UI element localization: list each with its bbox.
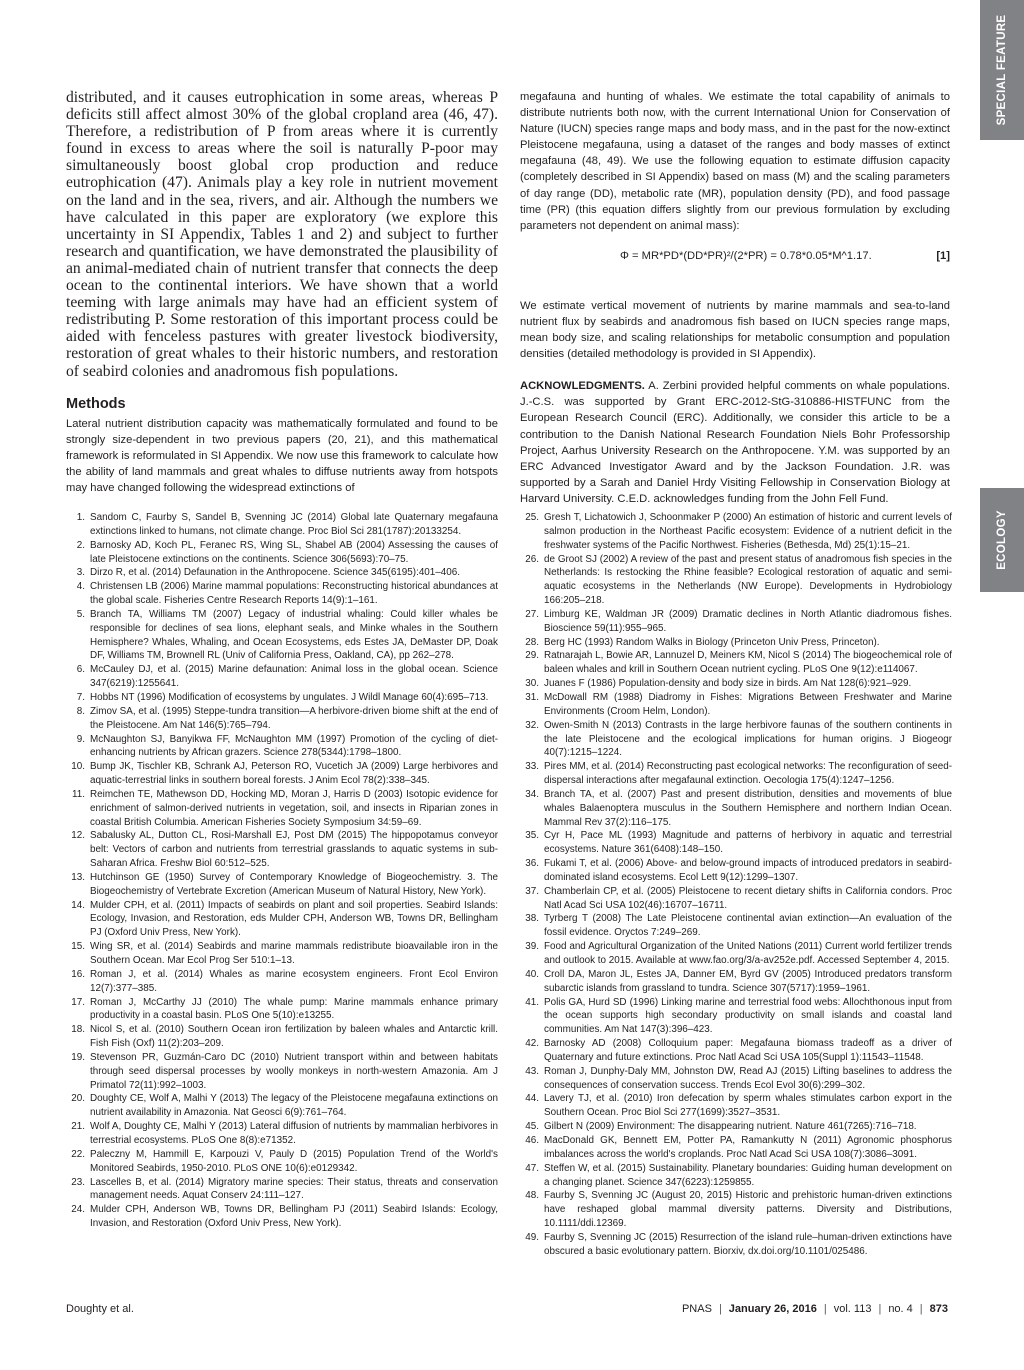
vertical-movement-paragraph: We estimate vertical movement of nutrients by marine mammals and sea-to-land nutrient flux by seabirds and anadromous fish based on IUCN species range maps, mean body size, and scaling relationships for metabolic consumption and population densities (detailed methodology is provided in SI Appendix). bbox=[520, 299, 950, 361]
footer-issue: no. 4 bbox=[888, 1303, 913, 1315]
reference-item bbox=[66, 511, 498, 539]
reference-text: Roman J, Dunphy-Daly MM, Johnston DW, Read AJ (2015) Lifting baselines to address the consequences of conservation success. Trends Ecol Evol 30(6):299–302. bbox=[544, 1065, 952, 1091]
reference-item bbox=[520, 1162, 952, 1190]
reference-text: Roman J, et al. (2014) Whales as marine ecosystem engineers. Front Ecol Environ 12(7):377–385. bbox=[90, 968, 498, 994]
methods-paragraph: Lateral nutrient distribution capacity was mathematically formulated and found to be strongly size-dependent in two previous papers (20, 21), and this mathematical framework is reformulated in SI Appendix. We now use this framework to calculate how the ability of land mammals and great whales to diffuse nutrients away from hotspots may have changed following the widespread extinctions of bbox=[66, 417, 498, 494]
reference-text: Christensen LB (2006) Marine mammal populations: Reconstructing historical abundances at the global scale. Fisheries Centre Research Reports 14(9):1–161. bbox=[90, 581, 498, 607]
footer-volume: vol. 113 bbox=[833, 1303, 872, 1315]
reference-text: Bump JK, Tischler KB, Schrank AJ, Peterson RO, Vucetich JA (2009) Large herbivores and aquatic-terrestrial links in southern boreal forests. J Anim Ecol 78(2):338–345. bbox=[90, 761, 498, 787]
reference-number: 11. bbox=[72, 788, 85, 800]
reference-item bbox=[66, 1176, 498, 1204]
reference-number: 43. bbox=[525, 1065, 539, 1077]
reference-text: Gresh T, Lichatowich J, Schoonmaker P (2000) An estimation of historic and current levels of salmon production in the Northeast Pacific ecosystem: Evidence of a nutrient deficit in the freshwater systems of the Pacific Northwest. Fisheries (Bethesda, Md) 25(1):15–21. bbox=[544, 512, 952, 551]
reference-number: 47. bbox=[525, 1162, 539, 1174]
equation-block bbox=[520, 236, 950, 292]
reference-item bbox=[520, 1134, 952, 1162]
reference-item bbox=[520, 760, 952, 788]
reference-item bbox=[520, 1231, 952, 1259]
reference-text: Lavery TJ, et al. (2010) Iron defecation by sperm whales stimulates carbon export in the Southern Ocean. Proc Biol Sci 277(1699):3527–3531. bbox=[544, 1093, 952, 1119]
reference-item bbox=[66, 760, 498, 788]
footer-page-number: 873 bbox=[929, 1303, 948, 1315]
reference-number: 42. bbox=[525, 1038, 539, 1050]
reference-list-right bbox=[520, 511, 952, 1259]
reference-item bbox=[66, 1120, 498, 1148]
reference-item bbox=[66, 566, 498, 580]
reference-text: Dirzo R, et al. (2014) Defaunation in the Anthropocene. Science 345(6195):401–406. bbox=[90, 567, 461, 579]
reference-text: Sabalusky AL, Dutton CL, Rosi-Marshall EJ, Post DM (2015) The hippopotamus conveyor belt: Vectors of carbon and nutrients from terrestrial grasslands to aquatic systems in sub-Saharan Africa. Freshw Biol 60:512–525. bbox=[90, 830, 498, 870]
reference-number: 28. bbox=[525, 636, 539, 648]
methods-continued-paragraph: megafauna and hunting of whales. We estimate the total capability of animals to distribute nutrients both now, with the current International Union for Conservation of Nature (IUCN) species range maps and body mass, and in the past for the now-extinct Pleistocene megafauna, using a dataset of the ranges and body masses of extinct megafauna (48, 49). We use the following equation to estimate diffusion capacity (completely described in SI Appendix) based on mass (M) and the scaling parameters of day range (DD), metabolic rate (MR), population density (PD), and food passage time (PR) (this equation differs slightly from our previous formulation by excluding parameters not dependent on animal mass): bbox=[520, 91, 950, 232]
reference-item bbox=[520, 1120, 952, 1134]
reference-text: Food and Agricultural Organization of the United Nations (2011) Current world fertilizer trends and outlook to 2015. Available at www.fao.org/3/a-av252e.pdf. Accessed September 4, 2015. bbox=[544, 941, 952, 966]
reference-number: 5. bbox=[76, 608, 85, 620]
reference-text: Paleczny M, Hammill E, Karpouzi V, Pauly D (2015) Population Trend of the World's Monitored Seabirds, 1950-2010. PLoS ONE 10(6):e0129342. bbox=[90, 1148, 498, 1174]
diffusion-equation: Φ = MR*PD*(DD*PR)²/(2*PR) = 0.78*0.05*M^1.17. bbox=[620, 249, 872, 262]
reference-item bbox=[520, 1189, 952, 1231]
reference-item bbox=[520, 996, 952, 1038]
reference-number: 25. bbox=[525, 512, 539, 523]
reference-number: 36. bbox=[525, 858, 539, 870]
reference-item bbox=[66, 1051, 498, 1093]
reference-number: 2. bbox=[76, 539, 85, 551]
reference-item bbox=[520, 912, 952, 940]
reference-number: 39. bbox=[525, 941, 539, 953]
reference-text: Barnosky AD, Koch PL, Feranec RS, Wing SL, Shabel AB (2004) Assessing the causes of late Pleistocene extinctions on the continents. Science 306(5693):70–75. bbox=[90, 539, 498, 565]
reference-item bbox=[66, 1203, 498, 1231]
reference-number: 9. bbox=[76, 733, 85, 745]
reference-number: 17. bbox=[71, 996, 85, 1008]
reference-number: 37. bbox=[525, 885, 539, 897]
reference-text: Roman J, McCarthy JJ (2010) The whale pump: Marine mammals enhance primary productivity in a coastal basin. PLoS One 5(10):e13255. bbox=[90, 996, 498, 1022]
reference-text: Sandom C, Faurby S, Sandel B, Svenning JC (2014) Global late Quaternary megafauna extinctions linked to humans, not climate change. Proc Biol Sci 281(1787):20133254. bbox=[90, 512, 498, 537]
reference-number: 16. bbox=[71, 968, 85, 980]
reference-item bbox=[66, 788, 498, 830]
reference-item bbox=[66, 691, 498, 705]
reference-item bbox=[520, 719, 952, 761]
reference-text: Zimov SA, et al. (1995) Steppe-tundra transition—A herbivore-driven biome shift at the end of the Pleistocene. Am Nat 146(5):765–794. bbox=[90, 705, 498, 731]
right-text-column bbox=[520, 89, 950, 507]
reference-text: Branch TA, et al. (2007) Past and present distribution, densities and movements of blue whales Balaenoptera musculus in the Southern Hemisphere and northern Indian Ocean. Mammal Rev 37(2):116–175. bbox=[544, 788, 952, 828]
left-text-column bbox=[66, 89, 498, 496]
reference-number: 18. bbox=[71, 1024, 85, 1036]
reference-item bbox=[66, 899, 498, 941]
equation-number: [1] bbox=[936, 249, 950, 262]
reference-item bbox=[66, 1148, 498, 1176]
discussion-paragraph: distributed, and it causes eutrophication in some areas, whereas P deficits still affect almost 30% of the global cropland area (46, 47). Therefore, a redistribution of P from areas where it is currently found in excess to areas where the soil is naturally P-poor may simultaneously boost global crop production and reduce eutrophication (47). Animals play a key role in nutrient movement on the land and in the sea, rivers, and air. Although the numbers we have calculated in this paper are exploratory (we explore this uncertainty in SI Appendix, Tables 1 and 2) and subject to further research and quantification, we have demonstrated the plausibility of an animal-mediated chain of nutrient transfer that connects the deep ocean to the continental interiors. We have shown that a world teeming with large animals may have had an efficient system of redistributing P. Some restoration of this important process could be aided with fenceless pastures with greater livestock biodiversity, restoration of great whales to their historic numbers, and restoration of seabird colonies and anadromous fish populations. bbox=[66, 89, 498, 380]
reference-number: 8. bbox=[76, 705, 85, 717]
reference-item bbox=[66, 733, 498, 761]
reference-number: 23. bbox=[71, 1176, 85, 1188]
reference-number: 24. bbox=[71, 1204, 85, 1216]
reference-text: Mulder CPH, et al. (2011) Impacts of seabirds on plant and soil properties. Seabird Islands: Ecology, Invasion, and Restoration, eds Mulder CPH, Anderson WB, Towns DR, Bellingham PJ (Oxford Univ Press, New York). bbox=[90, 899, 498, 939]
reference-item bbox=[520, 829, 952, 857]
reference-text: Branch TA, Williams TM (2007) Legacy of industrial whaling: Could killer whales be responsible for declines of sea lions, elephant seals, and Minke whales in the Southern Hemisphere? Whales, Whaling, and Ocean Ecosystems, eds Estes JA, DeMaster DP, Doak DF, Williams TM, Brownell RL (Univ of California Press, Oakland, CA), pp 262–278. bbox=[90, 608, 498, 662]
reference-text: Owen-Smith N (2013) Contrasts in the large herbivore faunas of the southern continents in the late Pleistocene and the ecological implications for human origins. J Biogeogr 40(7):1215–1224. bbox=[544, 719, 952, 759]
reference-text: Wolf A, Doughty CE, Malhi Y (2013) Lateral diffusion of nutrients by mammalian herbivores in terrestrial ecosystems. PLoS One 8(8):e71352. bbox=[90, 1121, 498, 1146]
reference-item bbox=[520, 788, 952, 830]
reference-item bbox=[520, 636, 952, 650]
reference-number: 20. bbox=[71, 1093, 85, 1105]
reference-item bbox=[66, 940, 498, 968]
reference-text: Gilbert N (2009) Environment: The disappearing nutrient. Nature 461(7265):716–718. bbox=[544, 1121, 917, 1133]
reference-number: 41. bbox=[525, 996, 539, 1008]
reference-number: 33. bbox=[525, 761, 539, 773]
reference-text: Limburg KE, Waldman JR (2009) Dramatic declines in North Atlantic diadromous fishes. Bioscience 59(11):955–965. bbox=[544, 608, 952, 634]
acknowledgments-paragraph bbox=[520, 378, 950, 507]
reference-item bbox=[66, 539, 498, 567]
reference-text: Juanes F (1986) Population-density and body size in birds. Am Nat 128(6):921–929. bbox=[544, 678, 912, 690]
footer-date: January 26, 2016 bbox=[728, 1303, 817, 1315]
reference-text: McCauley DJ, et al. (2015) Marine defaunation: Animal loss in the global ocean. Science 347(6219):1255641. bbox=[90, 664, 498, 690]
special-feature-tab bbox=[980, 0, 1024, 140]
reference-item bbox=[66, 1092, 498, 1120]
reference-text: Faurby S, Svenning JC (2015) Resurrection of the island rule–human-driven extinctions have obscured a basic evolutionary pattern. Biorxiv, dx.doi.org/10.1101/025486. bbox=[544, 1231, 952, 1257]
reference-item bbox=[520, 511, 952, 553]
reference-text: Stevenson PR, Guzmán-Caro DC (2010) Nutrient transport within and between habitats through seed dispersal processes by woolly monkeys in north-western Amazonia. Am J Primatol 72(11):992–1003. bbox=[90, 1051, 498, 1091]
reference-item bbox=[520, 649, 952, 677]
reference-text: Hobbs NT (1996) Modification of ecosystems by ungulates. J Wildl Manage 60(4):695–713. bbox=[90, 691, 489, 703]
reference-number: 26. bbox=[525, 553, 539, 565]
reference-item bbox=[520, 1065, 952, 1093]
ecology-label: ECOLOGY bbox=[996, 510, 1008, 570]
reference-number: 30. bbox=[525, 678, 539, 690]
reference-number: 14. bbox=[71, 899, 85, 911]
reference-number: 21. bbox=[71, 1121, 85, 1133]
reference-number: 31. bbox=[525, 691, 539, 703]
reference-text: Croll DA, Maron JL, Estes JA, Danner EM, Byrd GV (2005) Introduced predators transform subarctic islands from grassland to tundra. Science 307(5717):1959–1961. bbox=[544, 968, 952, 994]
reference-text: de Groot SJ (2002) A review of the past and present status of anadromous fish species in the Netherlands: Is restocking the Rhine feasible? Ecological restoration of aquatic and semi-aquatic ecosystems in the Netherlands (NW Europe). Developments in Hydrobiology 166:205–218. bbox=[544, 553, 952, 607]
reference-item bbox=[66, 580, 498, 608]
reference-number: 22. bbox=[71, 1148, 85, 1160]
reference-item bbox=[66, 968, 498, 996]
reference-text: Wing SR, et al. (2014) Seabirds and marine mammals redistribute bioavailable iron in the Southern Ocean. Mar Ecol Prog Ser 510:1–13. bbox=[90, 941, 498, 966]
reference-text: Faurby S, Svenning JC (August 20, 2015) Historic and prehistoric human-driven extinctions have reshaped global mammal diversity patterns. Diversity and Distributions, 10.1111/ddi.12369. bbox=[544, 1190, 952, 1230]
ecology-section-tab bbox=[980, 488, 1024, 592]
reference-text: Nicol S, et al. (2010) Southern Ocean iron fertilization by baleen whales and Antarctic krill. Fish Fish (Oxf) 11(2):203–209. bbox=[90, 1024, 498, 1050]
reference-number: 44. bbox=[525, 1093, 539, 1105]
reference-text: Cyr H, Pace ML (1993) Magnitude and patterns of herbivory in aquatic and terrestrial ecosystems. Nature 361(6408):148–150. bbox=[544, 830, 952, 856]
reference-number: 40. bbox=[525, 968, 539, 980]
acknowledgments-text: A. Zerbini provided helpful comments on whale populations. J.-C.S. was supported by Grant ERC-2012-StG-310886-HISTFUNC from the European Research Council (ERC). Additionally, we consider this article to be a contribution to the Danish National Research Foundation Niels Bohr Professorship Project, Aarhus University Research on the Anthropocene. Y.M. was supported by an ERC Advanced Investigator Award and by the Jackson Foundation. J.R. was supported by a Sarah and Daniel Hrdy Visiting Fellowship in Conservation Biology at Harvard University. C.E.D. acknowledges funding from the John Fell Fund. bbox=[520, 380, 950, 505]
reference-item bbox=[520, 1092, 952, 1120]
reference-number: 38. bbox=[525, 913, 539, 925]
acknowledgments-heading: ACKNOWLEDGMENTS. bbox=[520, 380, 645, 393]
reference-text: Ratnarajah L, Bowie AR, Lannuzel D, Meiners KM, Nicol S (2014) The biogeochemical role of baleen whales and krill in Southern Ocean nutrient cycling. PLoS One 9(12):e114067. bbox=[544, 650, 952, 676]
reference-number: 4. bbox=[76, 581, 85, 593]
special-feature-label: SPECIAL FEATURE bbox=[996, 14, 1008, 126]
reference-text: Reimchen TE, Mathewson DD, Hocking MD, Moran J, Harris D (2003) Isotopic evidence for enrichment of salmon-derived nutrients in vegetation, soil, and insects in Riparian zones in coastal British Columbia. American Fisheries Society Symposium 34:59–69. bbox=[90, 788, 498, 828]
reference-number: 1. bbox=[76, 512, 85, 523]
reference-number: 49. bbox=[525, 1231, 539, 1243]
reference-number: 35. bbox=[525, 830, 539, 842]
reference-text: Tyrberg T (2008) The Late Pleistocene continental avian extinction—An evaluation of the fossil evidence. Oryctos 7:249–269. bbox=[544, 913, 952, 939]
reference-item bbox=[520, 553, 952, 608]
reference-text: Mulder CPH, Anderson WB, Towns DR, Bellingham PJ (2011) Seabird Islands: Ecology, Invasion, and Restoration (Oxford Univ Press, New York). bbox=[90, 1204, 498, 1230]
reference-number: 34. bbox=[525, 788, 539, 800]
reference-item bbox=[520, 940, 952, 968]
footer-author: Doughty et al. bbox=[66, 1303, 134, 1315]
reference-number: 29. bbox=[525, 650, 539, 662]
reference-item bbox=[66, 829, 498, 871]
reference-text: Barnosky AD (2008) Colloquium paper: Megafauna biomass tradeoff as a driver of Quaternary and future extinctions. Proc Natl Acad Sci USA 105(Suppl 1):11543–11548. bbox=[544, 1038, 952, 1063]
reference-item bbox=[66, 705, 498, 733]
reference-item bbox=[520, 1037, 952, 1065]
reference-number: 19. bbox=[71, 1051, 85, 1063]
reference-number: 13. bbox=[71, 871, 85, 883]
reference-item bbox=[520, 691, 952, 719]
reference-text: MacDonald GK, Bennett EM, Potter PA, Ramankutty N (2011) Agronomic phosphorus imbalances across the world's croplands. Proc Natl Acad Sci USA 108(7):3086–3091. bbox=[544, 1134, 952, 1160]
reference-text: Steffen W, et al. (2015) Sustainability. Planetary boundaries: Guiding human development on a changing planet. Science 347(6223):1259855. bbox=[544, 1162, 952, 1188]
reference-text: Fukami T, et al. (2006) Above- and below-ground impacts of introduced predators in seabird-dominated island ecosystems. Ecol Lett 9(12):1299–1307. bbox=[544, 858, 952, 883]
reference-item bbox=[520, 608, 952, 636]
reference-list-left bbox=[66, 511, 498, 1231]
footer-journal: PNAS bbox=[681, 1303, 712, 1315]
reference-number: 27. bbox=[525, 608, 539, 620]
reference-text: Polis GA, Hurd SD (1996) Linking marine and terrestrial food webs: Allochthonous input from the ocean supports high secondary productivity on small islands and coastal land communities. Am Nat 147(3):396–423. bbox=[544, 996, 952, 1036]
reference-text: Chamberlain CP, et al. (2005) Pleistocene to recent dietary shifts in California condors. Proc Natl Acad Sci USA 102(46):16707–16711. bbox=[544, 885, 952, 911]
reference-number: 10. bbox=[71, 761, 85, 773]
reference-text: Berg HC (1993) Random Walks in Biology (Princeton Univ Press, Princeton). bbox=[544, 636, 880, 648]
reference-text: Doughty CE, Wolf A, Malhi Y (2013) The legacy of the Pleistocene megafauna extinctions on nutrient availability in Amazonia. Nat Geosci 6(9):761–764. bbox=[90, 1093, 498, 1119]
reference-item bbox=[520, 677, 952, 691]
reference-text: Pires MM, et al. (2014) Reconstructing past ecological networks: The reconfiguration of seed-dispersal interactions after megafaunal extinction. Oecologia 175(4):1247–1256. bbox=[544, 761, 952, 787]
reference-number: 3. bbox=[76, 567, 85, 579]
reference-text: Hutchinson GE (1950) Survey of Contemporary Knowledge of Biogeochemistry. 3. The Biogeochemistry of Vertebrate Excretion (American Museum of Natural History, New York). bbox=[90, 871, 498, 897]
reference-text: McDowall RM (1988) Diadromy in Fishes: Migrations Between Freshwater and Marine Environments (Croom Helm, London). bbox=[544, 691, 952, 717]
reference-text: McNaughton SJ, Banyikwa FF, McNaughton MM (1997) Promotion of the cycling of diet-enhancing nutrients by African grazers. Science 278(5344):1798–1800. bbox=[90, 733, 498, 759]
reference-number: 15. bbox=[71, 941, 85, 953]
methods-heading: Methods bbox=[66, 395, 126, 412]
reference-number: 32. bbox=[525, 719, 539, 731]
reference-number: 7. bbox=[76, 691, 85, 703]
reference-item bbox=[66, 871, 498, 899]
reference-item bbox=[66, 608, 498, 663]
reference-number: 12. bbox=[71, 830, 85, 842]
reference-item bbox=[66, 663, 498, 691]
reference-item bbox=[520, 857, 952, 885]
reference-number: 45. bbox=[525, 1121, 539, 1133]
reference-item bbox=[66, 1023, 498, 1051]
reference-number: 6. bbox=[76, 664, 85, 676]
footer-citation: PNAS | January 26, 2016 | vol. 113 | no. 4 | 873 bbox=[681, 1303, 948, 1315]
reference-item bbox=[520, 968, 952, 996]
reference-number: 48. bbox=[525, 1190, 539, 1202]
reference-item bbox=[520, 885, 952, 913]
reference-item bbox=[66, 996, 498, 1024]
reference-number: 46. bbox=[525, 1134, 539, 1146]
reference-text: Lascelles B, et al. (2014) Migratory marine species: Their status, threats and conservation management needs. Aquat Conserv 24:111–127. bbox=[90, 1176, 498, 1202]
